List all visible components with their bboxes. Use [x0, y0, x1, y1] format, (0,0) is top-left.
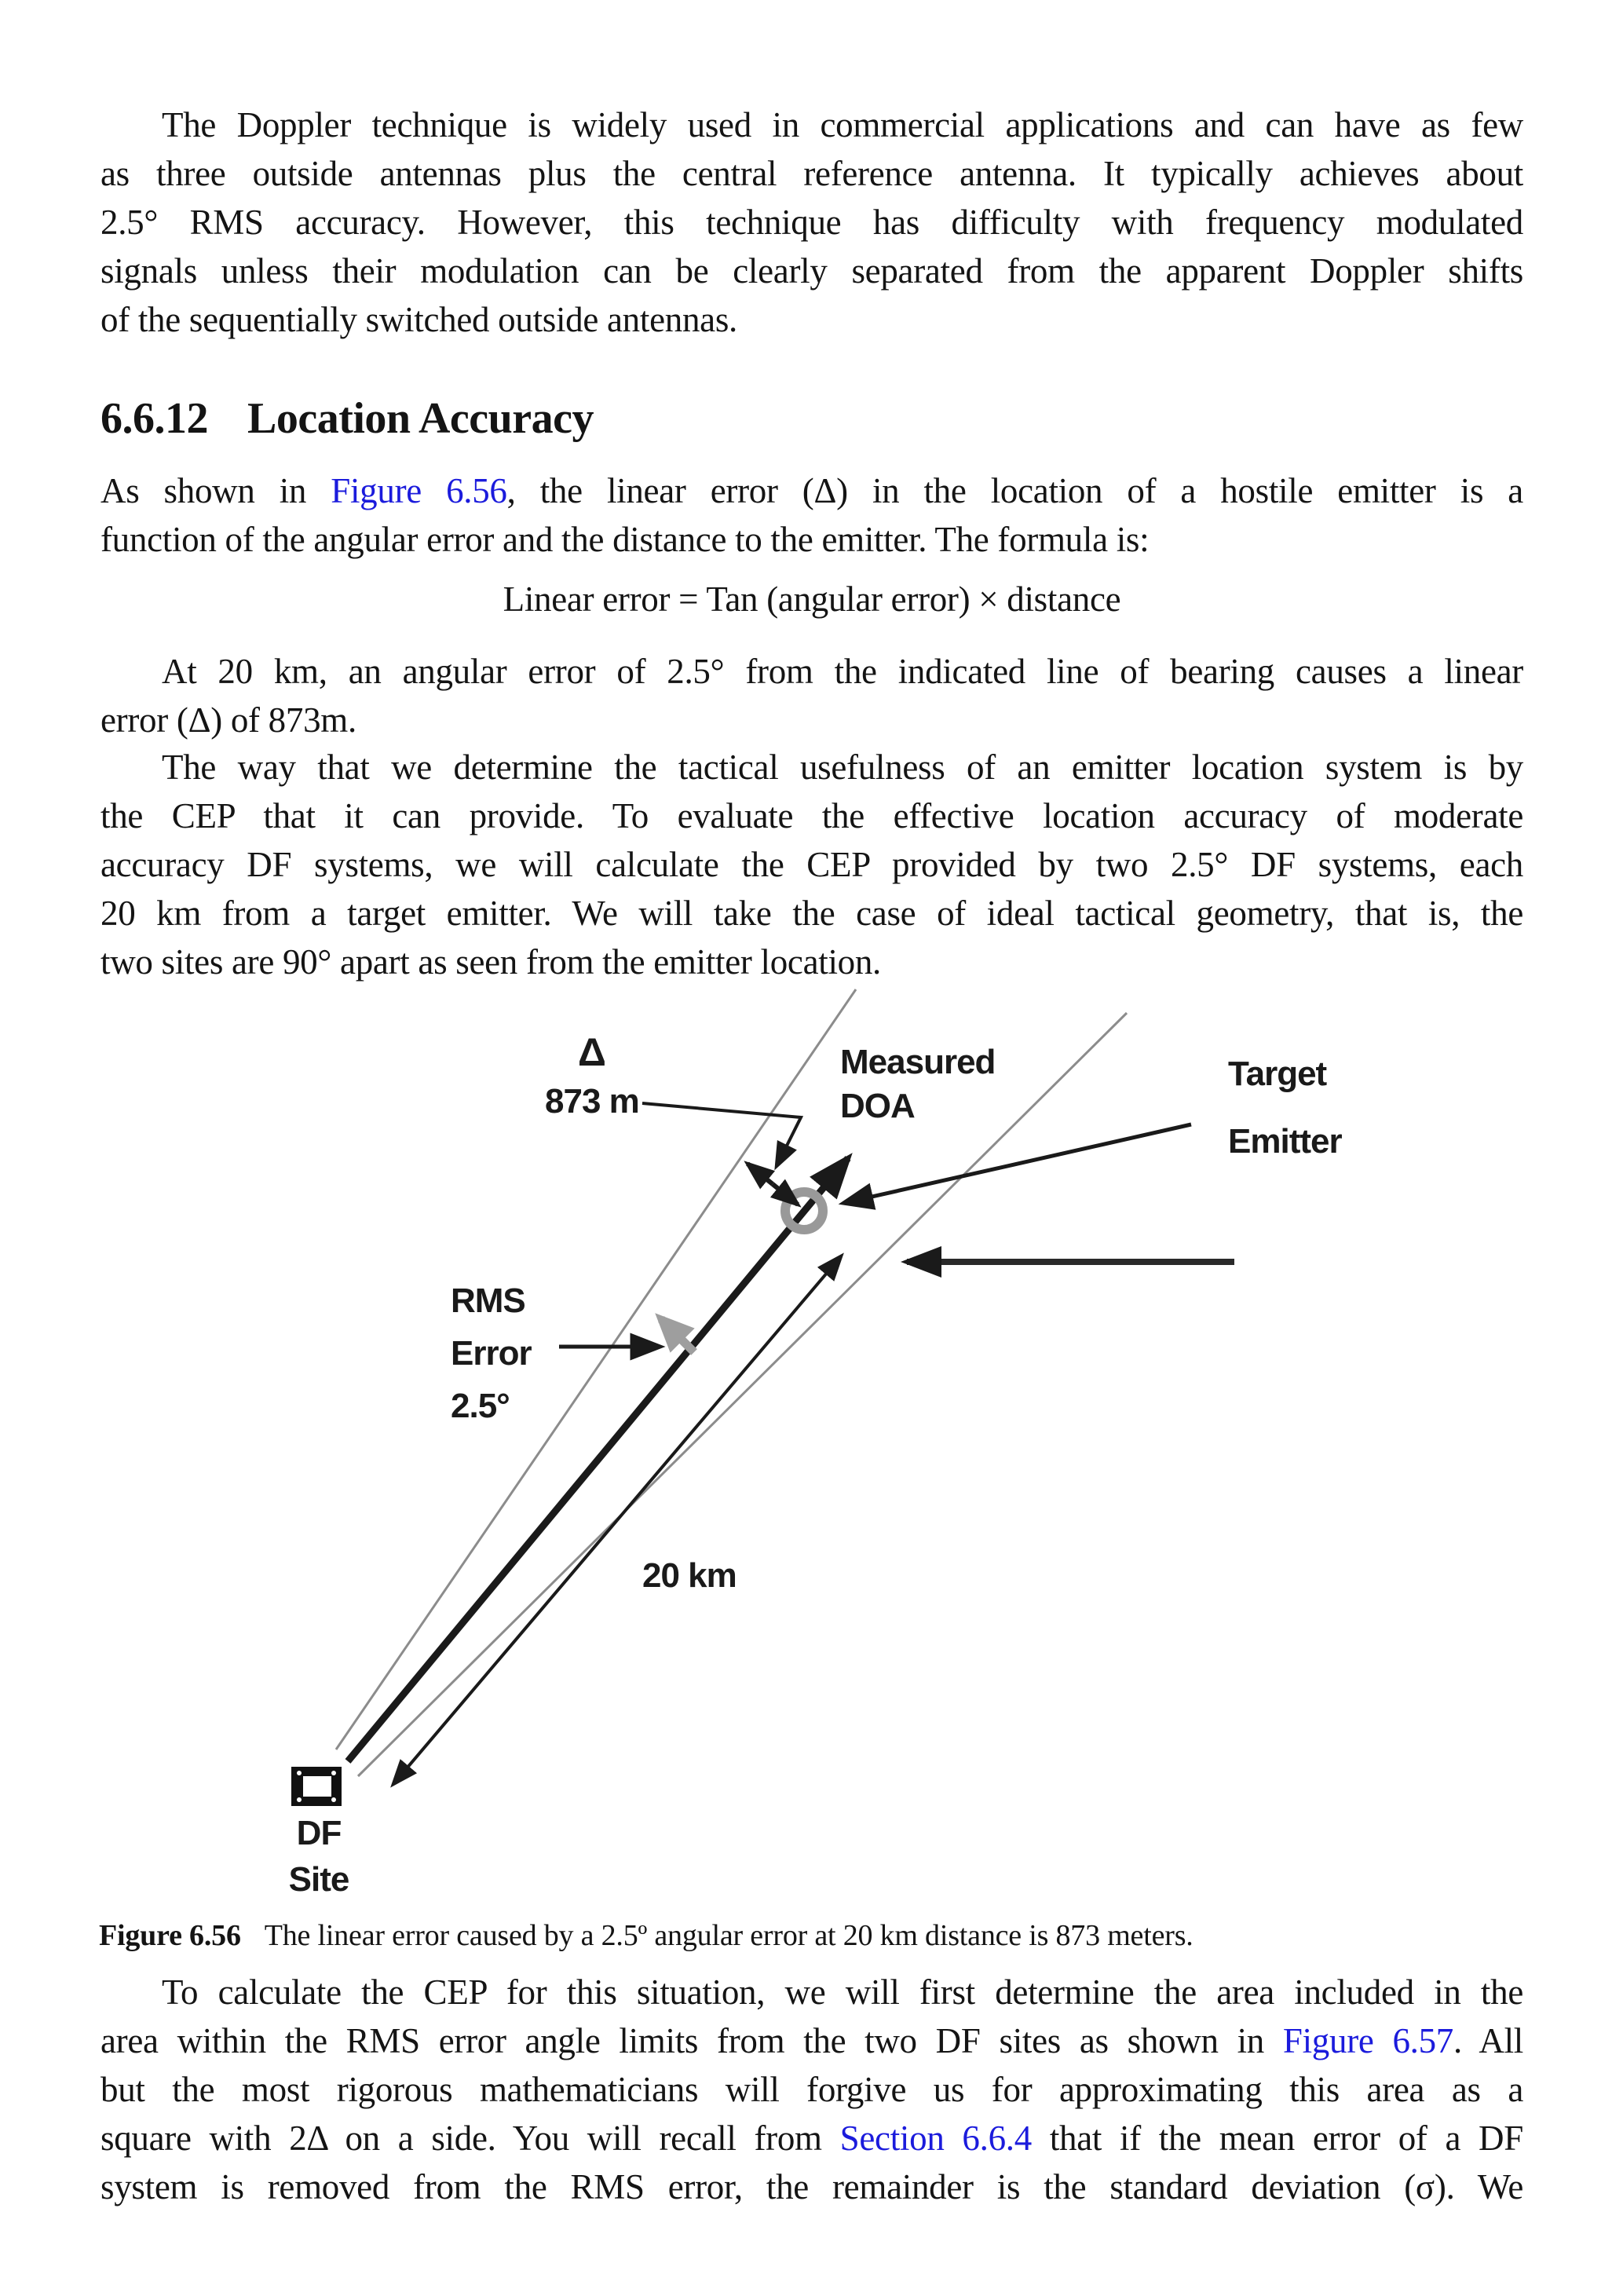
paragraph-line [101, 515, 1523, 564]
measured-doa-label [840, 1040, 995, 1128]
text-run: At 20 km, an angular error of 2.5° from the indicated line of bearing causes a linear [162, 652, 1523, 691]
paragraph-doppler-technique [101, 101, 1523, 344]
paragraph-line [101, 295, 1523, 344]
text-run: function of the angular error and the distance to the emitter. The formula is: [101, 520, 1150, 559]
measured-doa-line2: DOA [840, 1087, 915, 1125]
text-run: area within the RMS error angle limits from the two DF sites as shown in [101, 2021, 1283, 2060]
section-title: Location Accuracy [247, 394, 594, 443]
delta-arrow-left [748, 1164, 773, 1184]
text-run: error (Δ) of 873m. [101, 700, 356, 740]
paragraph-line [101, 696, 1523, 744]
text-run: The Doppler technique is widely used in commercial applications and can have as few [162, 105, 1523, 144]
target-emitter-label [1228, 1040, 1342, 1175]
cross-reference-link[interactable]: Figure 6.57 [1282, 2021, 1454, 2060]
rms-error-line2: Error [451, 1334, 532, 1373]
measured-doa-line [348, 1158, 848, 1761]
measured-doa-line1: Measured [840, 1043, 996, 1081]
text-run: 20 km from a target emitter. We will take the case of ideal tactical geometry, that is, the [101, 894, 1523, 933]
text-run: As shown in [101, 471, 331, 510]
text-run: as three outside antennas plus the central reference antenna. It typically achieves about [101, 154, 1523, 193]
paragraph-line [101, 938, 1523, 986]
target-emitter-line2: Emitter [1228, 1122, 1342, 1161]
paragraph-linear-error [101, 466, 1523, 564]
text-run: . All [1453, 2021, 1523, 2060]
paragraph-line [101, 2065, 1523, 2114]
paragraph-tactical-usefulness [101, 743, 1523, 986]
target-emitter-callout-line [844, 1124, 1191, 1203]
paragraph-line [101, 1968, 1523, 2016]
text-run: 2.5° RMS accuracy. However, this technique has difficulty with frequency modulated [101, 203, 1523, 242]
text-run: that if the mean error of a DF [1031, 2119, 1523, 2158]
paragraph-line [101, 647, 1523, 696]
cross-reference-link[interactable]: Figure 6.56 [331, 471, 507, 510]
section-number: 6.6.12 [101, 394, 208, 443]
target-emitter-line1: Target [1228, 1055, 1327, 1093]
text-run: system is removed from the RMS error, the remainder is the standard deviation (σ). We [101, 2167, 1523, 2206]
paragraph-line [101, 247, 1523, 295]
paragraph-line [101, 2016, 1523, 2065]
figure-caption [99, 1916, 1528, 1955]
rms-offset-gray-arrow [661, 1319, 694, 1352]
distance-arrow-up [617, 1256, 841, 1520]
paragraph-line [101, 2163, 1523, 2211]
text-run: two sites are 90° apart as seen from the emitter location. [101, 942, 882, 982]
df-site-line1: DF [296, 1814, 342, 1852]
paragraph-line [101, 466, 1523, 515]
text-run: but the most rigorous mathematicians will forgive us for approximating this area as a [101, 2070, 1523, 2109]
delta-value-label: 873 m [545, 1082, 639, 1121]
distance-arrow-down [393, 1520, 617, 1784]
paragraph-cep-calculation [101, 1968, 1523, 2211]
delta-symbol-label: Δ [578, 1030, 605, 1074]
paragraph-line [101, 792, 1523, 840]
formula-linear-error: Linear error = Tan (angular error) × distance [503, 579, 1121, 619]
section-heading [101, 391, 1523, 446]
paragraph-line [101, 840, 1523, 889]
df-site-line2: Site [288, 1860, 349, 1899]
rms-error-label [451, 1274, 532, 1432]
paragraph-line [101, 198, 1523, 247]
figure-caption-text: The linear error caused by a 2.5º angular error at 20 km distance is 873 meters. [264, 1919, 1193, 1952]
distance-label: 20 km [642, 1556, 737, 1595]
df-site-icon [291, 1767, 342, 1806]
text-run: the CEP that it can provide. To evaluate the effective location accuracy of moderate [101, 796, 1523, 835]
text-run: signals unless their modulation can be clearly separated from the apparent Doppler shifts [101, 251, 1523, 291]
text-run: of the sequentially switched outside antennas. [101, 300, 737, 339]
text-run: The way that we determine the tactical usefulness of an emitter location system is by [162, 748, 1523, 787]
rms-error-line3: 2.5° [451, 1387, 510, 1425]
text-run: square with 2Δ on a side. You will recall from [101, 2119, 840, 2158]
text-run: accuracy DF systems, we will calculate the CEP provided by two 2.5° DF systems, each [101, 845, 1523, 884]
paragraph-line [101, 101, 1523, 149]
rms-error-line1: RMS [451, 1281, 525, 1320]
paragraph-line [101, 2114, 1523, 2163]
paragraph-line [101, 743, 1523, 792]
delta-callout-line [642, 1103, 801, 1166]
cross-reference-link[interactable]: Section 6.6.4 [839, 2119, 1032, 2158]
text-run: To calculate the CEP for this situation, we will first determine the area included in the [162, 1972, 1523, 2012]
text-run: , the linear error (Δ) in the location of a hostile emitter is a [506, 471, 1523, 510]
figure-caption-label: Figure 6.56 [99, 1919, 241, 1952]
df-site-label [258, 1810, 380, 1903]
figure-diagram [0, 985, 1623, 1920]
paragraph-line [101, 889, 1523, 938]
paragraph-20km-error [101, 647, 1523, 744]
paragraph-line [101, 149, 1523, 198]
figure-6-56 [0, 985, 1623, 1920]
